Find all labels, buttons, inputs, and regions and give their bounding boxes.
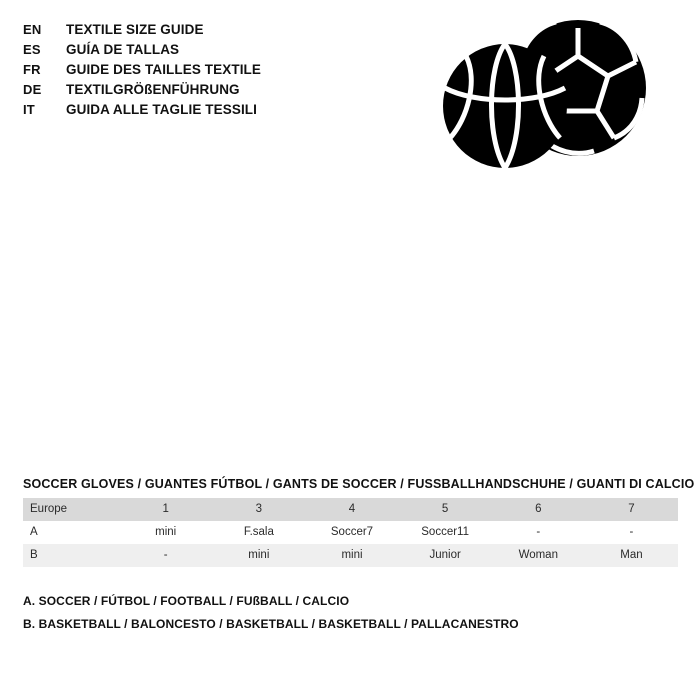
legend-language-code: ES [23,42,41,57]
table-header-cell: 1 [119,498,212,521]
size-table-title: SOCCER GLOVES / GUANTES FÚTBOL / GANTS DE SOCCER / FUSSBALLHANDSCHUHE / GUANTI DI CALCIO [23,477,695,491]
legend-row [23,82,323,99]
table-cell: Soccer11 [399,521,492,544]
legend-row [23,22,323,39]
table-cell: Woman [492,544,585,567]
basketball-shape [443,44,567,168]
table-cell: - [119,544,212,567]
legend-language-text: TEXTILGRÖßENFÜHRUNG [66,82,240,97]
legend-row [23,42,323,59]
table-cell: - [492,521,585,544]
legend-row [23,102,323,119]
table-cell: F.sala [212,521,305,544]
legend-language-code: EN [23,22,42,37]
legend-language-code: DE [23,82,42,97]
size-table [23,498,678,567]
table-cell: mini [212,544,305,567]
table-header-row [23,498,678,521]
table-header-cell: 4 [305,498,398,521]
table-header-cell: 7 [585,498,678,521]
table-header-cell: 6 [492,498,585,521]
table-cell: Man [585,544,678,567]
footnote-a: A. SOCCER / FÚTBOL / FOOTBALL / FUßBALL / CALCIO [23,594,350,608]
table-cell: mini [119,521,212,544]
soccer-ball-and-basketball-icon [420,18,660,188]
legend-language-text: GUIDA ALLE TAGLIE TESSILI [66,102,257,117]
legend-language-code: FR [23,62,41,77]
legend-language-text: GUÍA DE TALLAS [66,42,180,57]
legend-row [23,62,323,79]
footnotes [23,594,678,640]
table-cell: B [23,544,119,567]
table-header-cell: Europe [23,498,119,521]
table-cell: Soccer7 [305,521,398,544]
legend-language-text: GUIDE DES TAILLES TEXTILE [66,62,262,77]
language-legend [23,22,323,122]
table-cell: - [585,521,678,544]
legend-language-text: TEXTILE SIZE GUIDE [66,22,204,37]
footnote-b: B. BASKETBALL / BALONCESTO / BASKETBALL / BASKETBALL / PALLACANESTRO [23,617,519,631]
table-header-cell: 5 [399,498,492,521]
table-row [23,544,678,567]
table-cell: mini [305,544,398,567]
table-header-cell: 3 [212,498,305,521]
legend-language-code: IT [23,102,35,117]
table-cell: A [23,521,119,544]
size-table-section [23,477,695,567]
table-row [23,521,678,544]
table-cell: Junior [399,544,492,567]
